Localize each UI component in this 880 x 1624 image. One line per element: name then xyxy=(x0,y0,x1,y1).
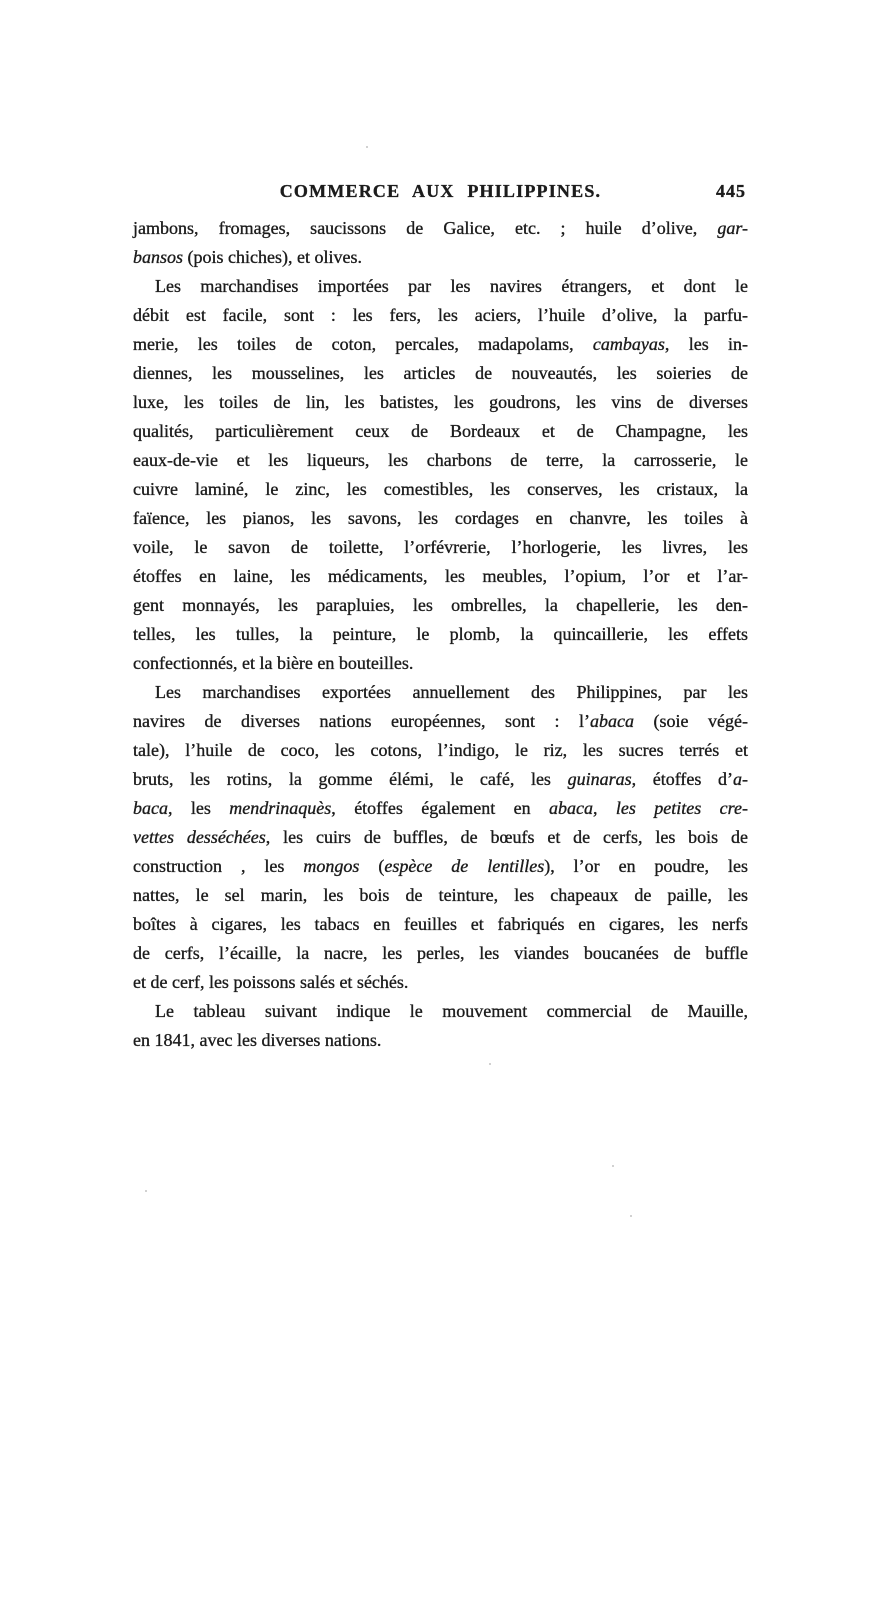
scan-speck xyxy=(489,1063,491,1065)
text-segment: diennes, les mousselines, les articles de nouveautés, les soieries de xyxy=(133,363,748,383)
text-segment: de cerfs, l’écaille, la nacre, les perles, les viandes boucanées de buffle xyxy=(133,943,748,963)
text-segment: débit est facile, sont : les fers, les aciers, l’huile d’olive, la parfu- xyxy=(133,305,748,325)
italic-text-segment: mongos xyxy=(303,856,360,876)
running-title: COMMERCE AUX PHILIPPINES. xyxy=(279,181,602,201)
italic-text-segment: vettes desséchées xyxy=(133,827,266,847)
text-line xyxy=(133,997,748,1026)
scan-speck xyxy=(366,146,368,148)
text-segment: tale), l’huile de coco, les cotons, l’indigo, le riz, les sucres terrés et xyxy=(133,740,748,760)
text-segment: ( xyxy=(359,856,385,876)
italic-text-segment: mendrinaquès xyxy=(229,798,332,818)
text-line xyxy=(133,823,748,852)
text-line xyxy=(133,359,748,388)
text-line xyxy=(133,214,748,243)
text-line xyxy=(133,272,748,301)
scan-speck xyxy=(145,1190,147,1192)
text-line xyxy=(133,1026,748,1055)
text-segment: eaux-de-vie et les liqueurs, les charbons de terre, la carrosserie, le xyxy=(133,450,748,470)
text-segment: construction , les xyxy=(133,856,304,876)
text-segment: et de cerf, les poissons salés et séchés. xyxy=(133,972,409,992)
text-segment: , étoffes d’ xyxy=(631,769,733,789)
text-line xyxy=(133,707,748,736)
text-line xyxy=(133,649,748,678)
text-line xyxy=(133,301,748,330)
text-segment: cuivre laminé, le zinc, les comestibles, les conserves, les cristaux, la xyxy=(133,479,748,499)
text-segment: jambons, fromages, saucissons de Galice, etc. ; huile d’olive, xyxy=(133,218,718,238)
text-segment: ), l’or en poudre, les xyxy=(544,856,748,876)
italic-text-segment: bansos xyxy=(133,247,184,267)
text-segment: Le tableau suivant indique le mouvement commercial de Mauille, xyxy=(155,1001,748,1021)
text-segment: , étoffes également en xyxy=(331,798,549,818)
text-line xyxy=(133,620,748,649)
text-segment: nattes, le sel marin, les bois de teinture, les chapeaux de paille, les xyxy=(133,885,748,905)
text-segment: merie, les toiles de coton, percales, madapolams, xyxy=(133,334,593,354)
text-segment: voile, le savon de toilette, l’orfévrerie, l’horlogerie, les livres, les xyxy=(133,537,748,557)
italic-text-segment: les petites cre- xyxy=(615,798,748,818)
italic-text-segment: guinaras xyxy=(567,769,632,789)
text-segment: bruts, les rotins, la gomme élémi, le café, les xyxy=(133,769,568,789)
page-number: 445 xyxy=(716,181,746,201)
text-segment: faïence, les pianos, les savons, les cordages en chanvre, les toiles à xyxy=(133,508,748,528)
text-line xyxy=(133,533,748,562)
text-line xyxy=(133,678,748,707)
text-line xyxy=(133,388,748,417)
scan-speck xyxy=(630,1215,632,1217)
text-segment: navires de diverses nations européennes, sont : l’ xyxy=(133,711,591,731)
text-segment: , les in- xyxy=(664,334,748,354)
text-segment: étoffes en laine, les médicaments, les meubles, l’opium, l’or et l’ar- xyxy=(133,566,748,586)
text-line xyxy=(133,794,748,823)
text-line xyxy=(133,910,748,939)
text-line xyxy=(133,968,748,997)
text-line xyxy=(133,736,748,765)
italic-text-segment: cambayas xyxy=(592,334,665,354)
scan-speck xyxy=(612,1165,614,1167)
text-segment: , les xyxy=(168,798,230,818)
text-line xyxy=(133,504,748,533)
text-line xyxy=(133,765,748,794)
text-line xyxy=(133,417,748,446)
text-segment: , xyxy=(593,798,616,818)
text-line xyxy=(133,243,748,272)
text-segment: qualités, particulièrement ceux de Bordeaux et de Champagne, les xyxy=(133,421,748,441)
text-segment: (soie végé- xyxy=(634,711,749,731)
text-line xyxy=(133,591,748,620)
text-line xyxy=(133,446,748,475)
text-segment: telles, les tulles, la peinture, le plomb, la quincaillerie, les effets xyxy=(133,624,748,644)
text-segment: en 1841, avec les diverses nations. xyxy=(133,1030,382,1050)
italic-text-segment: a- xyxy=(733,769,748,789)
text-segment: , les cuirs de buffles, de bœufs et de cerfs, les bois de xyxy=(265,827,749,847)
italic-text-segment: espèce de lentilles xyxy=(384,856,545,876)
text-segment: (pois chiches), et olives. xyxy=(183,247,362,267)
page-header xyxy=(133,181,748,205)
italic-text-segment: baca xyxy=(133,798,168,818)
text-line xyxy=(133,852,748,881)
text-segment: luxe, les toiles de lin, les batistes, les goudrons, les vins de diverses xyxy=(133,392,748,412)
text-segment: gent monnayés, les parapluies, les ombrelles, la chapellerie, les den- xyxy=(133,595,748,615)
italic-text-segment: abaca xyxy=(590,711,635,731)
text-line xyxy=(133,939,748,968)
text-segment: Les marchandises exportées annuellement des Philippines, par les xyxy=(155,682,748,702)
italic-text-segment: gar- xyxy=(717,218,748,238)
text-segment: Les marchandises importées par les navires étrangers, et dont le xyxy=(155,276,748,296)
italic-text-segment: abaca xyxy=(549,798,593,818)
page-body xyxy=(133,214,748,1055)
text-line xyxy=(133,330,748,359)
text-segment: boîtes à cigares, les tabacs en feuilles et fabriqués en cigares, les nerfs xyxy=(133,914,748,934)
text-line xyxy=(133,562,748,591)
text-segment: confectionnés, et la bière en bouteilles. xyxy=(133,653,414,673)
text-line xyxy=(133,475,748,504)
text-line xyxy=(133,881,748,910)
